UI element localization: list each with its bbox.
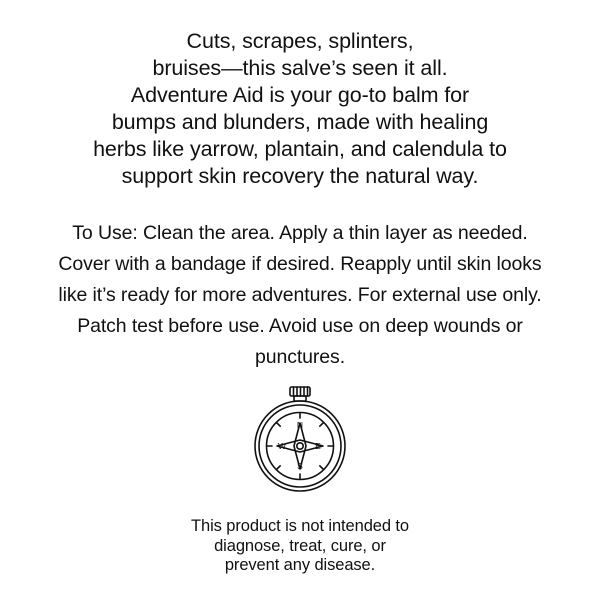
usage-line: punctures. [254, 345, 346, 368]
description-line: bumps and blunders, made with healing [111, 110, 489, 135]
usage-line: Cover with a bandage if desired. Reapply until skin looks [58, 253, 542, 276]
description-line: Cuts, scrapes, splinters, [186, 29, 414, 53]
legal-disclaimer [20, 517, 580, 575]
usage-line: To Use: Clean the area. Apply a thin layer as needed. [72, 222, 528, 245]
usage-line: like it’s ready for more adventures. For external use only. [58, 284, 542, 307]
usage-instructions [10, 218, 590, 372]
compass-icon [244, 382, 356, 497]
disclaimer-line: diagnose, treat, cure, or [214, 536, 386, 555]
description-line: herbs like yarrow, plantain, and calendula to [93, 137, 507, 162]
description-line: bruises—this salve’s seen it all. [152, 56, 448, 81]
usage-line: Patch test before use. Avoid use on deep wounds or [77, 314, 523, 337]
compass-west-label: W [277, 441, 287, 452]
compass-east-label: E [315, 441, 321, 452]
compass-north-label: N [296, 420, 304, 431]
disclaimer-line: prevent any disease. [224, 556, 376, 575]
description-line: support skin recovery the natural way. [121, 164, 479, 189]
compass-illustration [244, 382, 356, 497]
description-line: Adventure Aid is your go-to balm for [130, 83, 470, 108]
compass-south-label: S [297, 461, 303, 472]
disclaimer-line: This product is not intended to [191, 517, 409, 536]
product-description [20, 28, 580, 190]
